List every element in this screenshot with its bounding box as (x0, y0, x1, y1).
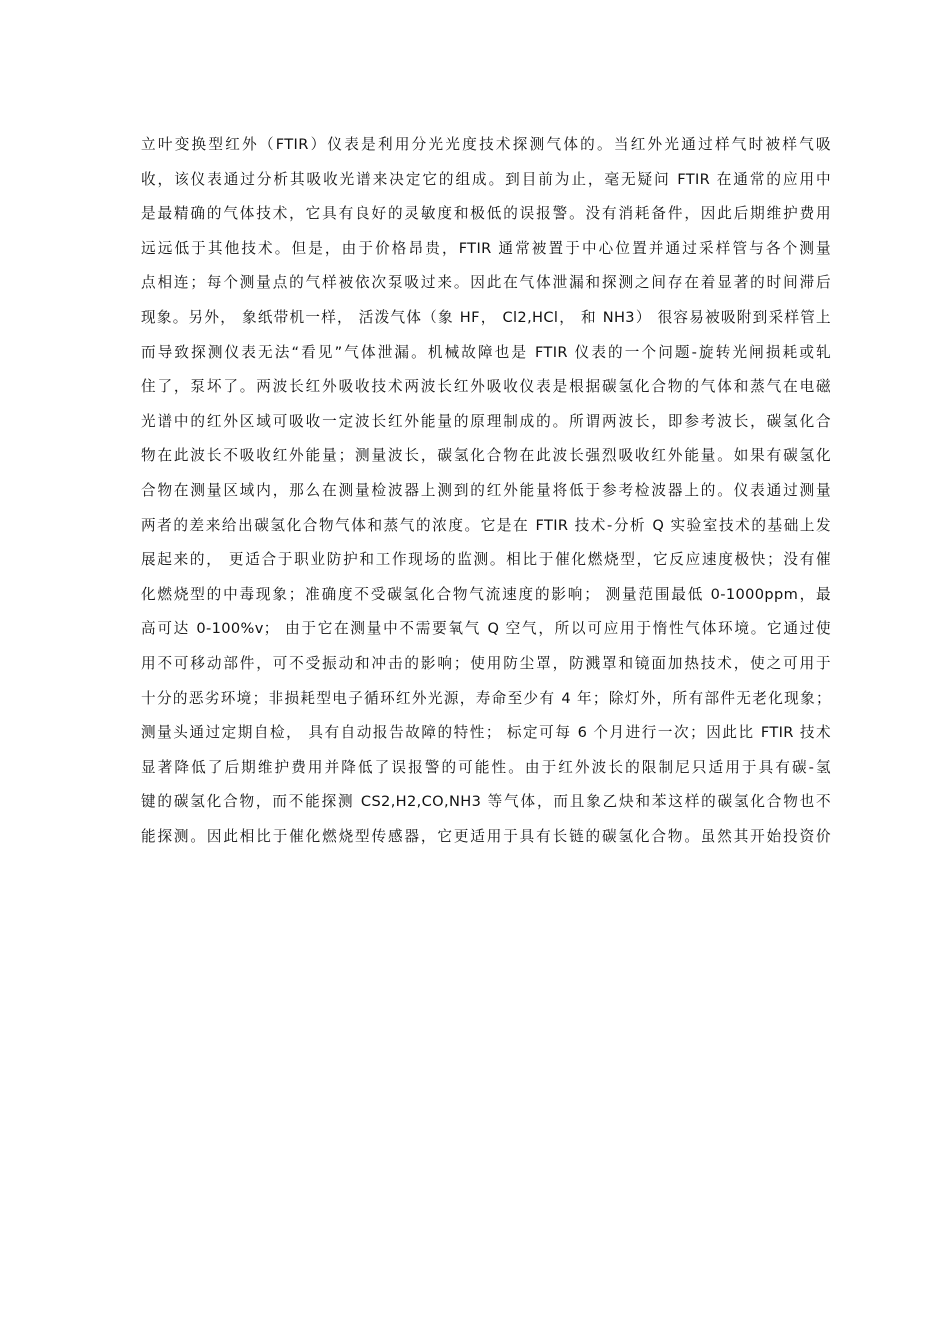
text-line-21: 能探测。因此相比于催化燃烧型传感器，它更适用于具有长链的碳氢化合物。虽然其开始投资价 (141, 827, 831, 845)
body-text (141, 128, 831, 854)
text-line-7: 而导致探测仪表无法“看见”气体泄漏。机械故障也是 FTIR 仪表的一个问题-旋转光闸损耗或轧 (141, 343, 831, 361)
text-line-9: 光谱中的红外区域可吸收一定波长红外能量的原理制成的。所谓两波长，即参考波长，碳氢化合 (141, 412, 831, 430)
text-line-5: 点相连；每个测量点的气样被依次泵吸过来。因此在气体泄漏和探测之间存在着显著的时间滞后 (141, 274, 831, 292)
text-line-13: 展起来的， 更适合于职业防护和工作现场的监测。相比于催化燃烧型，它反应速度极快；没有催 (141, 551, 831, 569)
text-line-11: 合物在测量区域内，那么在测量检波器上测到的红外能量将低于参考检波器上的。仪表通过测量 (141, 481, 831, 499)
text-line-18: 测量头通过定期自检， 具有自动报告故障的特性； 标定可每 6 个月进行一次；因此比 FTIR 技术 (141, 724, 831, 742)
text-line-16: 用不可移动部件，可不受振动和冲击的影响；使用防尘罩，防溅罩和镜面加热技术，使之可用于 (141, 654, 831, 672)
text-line-8: 住了，泵坏了。两波长红外吸收技术两波长红外吸收仪表是根据碳氢化合物的气体和蒸气在电磁 (141, 378, 831, 396)
text-line-17: 十分的恶劣环境；非损耗型电子循环红外光源，寿命至少有 4 年；除灯外，所有部件无老化现象； (141, 689, 831, 707)
text-line-20: 键的碳氢化合物，而不能探测 CS2,H2,CO,NH3 等气体，而且象乙炔和苯这样的碳氢化合物也不 (141, 793, 831, 811)
text-line-19: 显著降低了后期维护费用并降低了误报警的可能性。由于红外波长的限制尼只适用于具有碳-氢 (141, 758, 831, 776)
text-line-3: 是最精确的气体技术，它具有良好的灵敏度和极低的误报警。没有消耗备件，因此后期维护费用 (141, 205, 831, 223)
text-line-14: 化燃烧型的中毒现象；准确度不受碳氢化合物气流速度的影响； 测量范围最低 0-1000ppm，最 (141, 585, 831, 603)
text-line-2: 收，该仪表通过分析其吸收光谱来决定它的组成。到目前为止，毫无疑问 FTIR 在通常的应用中 (141, 170, 831, 188)
text-line-1: 立叶变换型红外（FTIR）仪表是利用分光光度技术探测气体的。当红外光通过样气时被样气吸 (141, 136, 831, 153)
text-line-12: 两者的差来给出碳氢化合物气体和蒸气的浓度。它是在 FTIR 技术-分析 Q 实验室技术的基础上发 (141, 516, 831, 534)
text-line-10: 物在此波长不吸收红外能量；测量波长，碳氢化合物在此波长强烈吸收红外能量。如果有碳氢化 (141, 447, 831, 465)
text-line-4: 远远低于其他技术。但是，由于价格昂贵，FTIR 通常被置于中心位置并通过采样管与各个测量 (141, 239, 831, 257)
text-line-6: 现象。另外， 象纸带机一样， 活泼气体（象 HF， Cl2,HCl， 和 NH3） 很容易被吸附到采样管上 (141, 308, 831, 326)
text-line-15: 高可达 0-100%v； 由于它在测量中不需要氧气 Q 空气，所以可应用于惰性气体环境。它通过使 (141, 620, 831, 638)
